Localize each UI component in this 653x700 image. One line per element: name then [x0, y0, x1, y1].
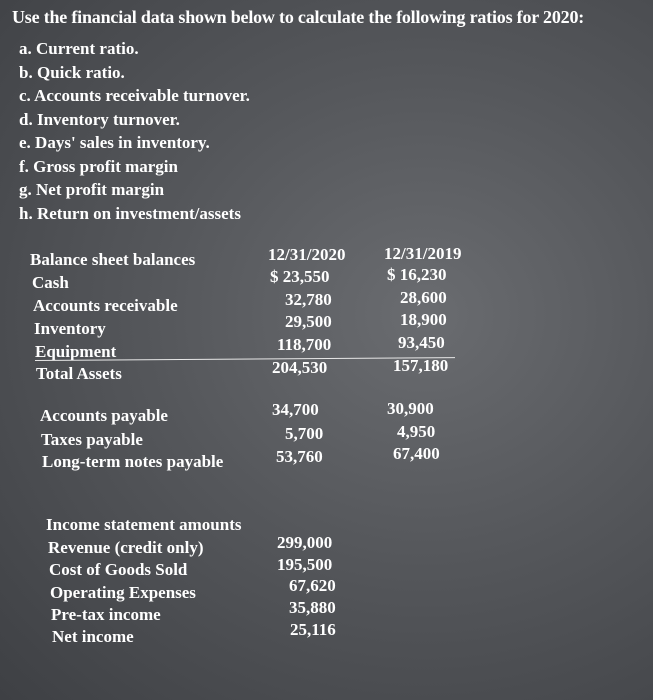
bs-row-label: Total Assets: [36, 364, 122, 383]
bs-value-2019: 28,600: [400, 288, 447, 307]
bs-row-label: Inventory: [34, 319, 106, 338]
column-header-2020: 12/31/2020: [268, 245, 346, 264]
ratio-label: Current ratio.: [36, 39, 139, 58]
ratio-item: [19, 84, 250, 108]
bs-value-2019: 157,180: [393, 356, 449, 375]
bs-row-label: Cash: [32, 273, 69, 292]
bs-value-2019: $ 16,230: [387, 265, 447, 284]
ratio-label: Net profit margin: [36, 180, 165, 199]
liab-row-label: Accounts payable: [40, 406, 168, 425]
ratio-item: [19, 202, 250, 226]
ratio-letter: a.: [19, 39, 32, 58]
liab-value-2019: 30,900: [387, 399, 434, 418]
liab-value-2020: 5,700: [285, 424, 324, 443]
liab-value-2019: 4,950: [397, 422, 436, 441]
ratio-letter: d.: [19, 109, 33, 129]
is-value: 25,116: [290, 620, 336, 639]
ratio-list: [19, 37, 250, 225]
bs-value-2019: 93,450: [398, 333, 445, 352]
ratio-item: [19, 37, 250, 61]
ratio-letter: e.: [19, 133, 31, 152]
ratio-item: [19, 131, 250, 155]
liab-value-2020: 34,700: [272, 400, 319, 419]
ratio-letter: b.: [19, 62, 33, 82]
ratio-label: Return on investment/assets: [36, 203, 241, 223]
liab-value-2020: 53,760: [276, 447, 323, 466]
is-row-label: Net income: [52, 627, 134, 646]
column-header-2019: 12/31/2019: [384, 244, 462, 263]
is-row-label: Operating Expenses: [50, 583, 196, 602]
ratio-label: Inventory turnover.: [36, 109, 180, 129]
ratio-letter: f.: [19, 156, 29, 176]
question-prompt: Use the financial data shown below to calculate the following ratios for 2020:: [12, 7, 585, 27]
is-value: 35,880: [289, 598, 336, 617]
ratio-letter: c.: [19, 86, 31, 105]
ratio-item: [19, 155, 250, 179]
liab-row-label: Long-term notes payable: [42, 452, 224, 471]
is-row-label: Cost of Goods Sold: [49, 560, 188, 579]
bs-value-2020: 204,530: [272, 358, 328, 377]
bs-value-2020: 118,700: [277, 335, 332, 354]
bs-value-2019: 18,900: [400, 310, 447, 329]
ratio-letter: h.: [19, 203, 33, 223]
bs-value-2020: 32,780: [285, 290, 332, 309]
is-row-label: Revenue (credit only): [48, 538, 204, 557]
ratio-item: [19, 61, 250, 85]
bs-value-2020: 29,500: [285, 312, 332, 331]
bs-row-label: Accounts receivable: [33, 296, 178, 315]
is-row-label: Pre-tax income: [51, 605, 161, 624]
liab-row-label: Taxes payable: [41, 430, 143, 449]
bs-row-label: Equipment: [35, 342, 117, 361]
is-value: 299,000: [277, 533, 333, 552]
bs-value-2020: $ 23,550: [270, 267, 330, 286]
ratio-label: Days' sales in inventory.: [35, 133, 210, 152]
liab-value-2019: 67,400: [393, 444, 440, 463]
ratio-letter: g.: [19, 180, 32, 199]
ratio-item: [19, 108, 250, 132]
ratio-label: Gross profit margin: [33, 156, 178, 176]
ratio-label: Accounts receivable turnover.: [34, 86, 250, 105]
ratio-item: [19, 178, 250, 202]
balance-sheet-heading: Balance sheet balances: [30, 250, 196, 269]
income-statement-heading: Income statement amounts: [46, 515, 242, 534]
is-value: 67,620: [289, 576, 336, 595]
is-value: 195,500: [277, 555, 333, 574]
ratio-label: Quick ratio.: [36, 62, 125, 82]
